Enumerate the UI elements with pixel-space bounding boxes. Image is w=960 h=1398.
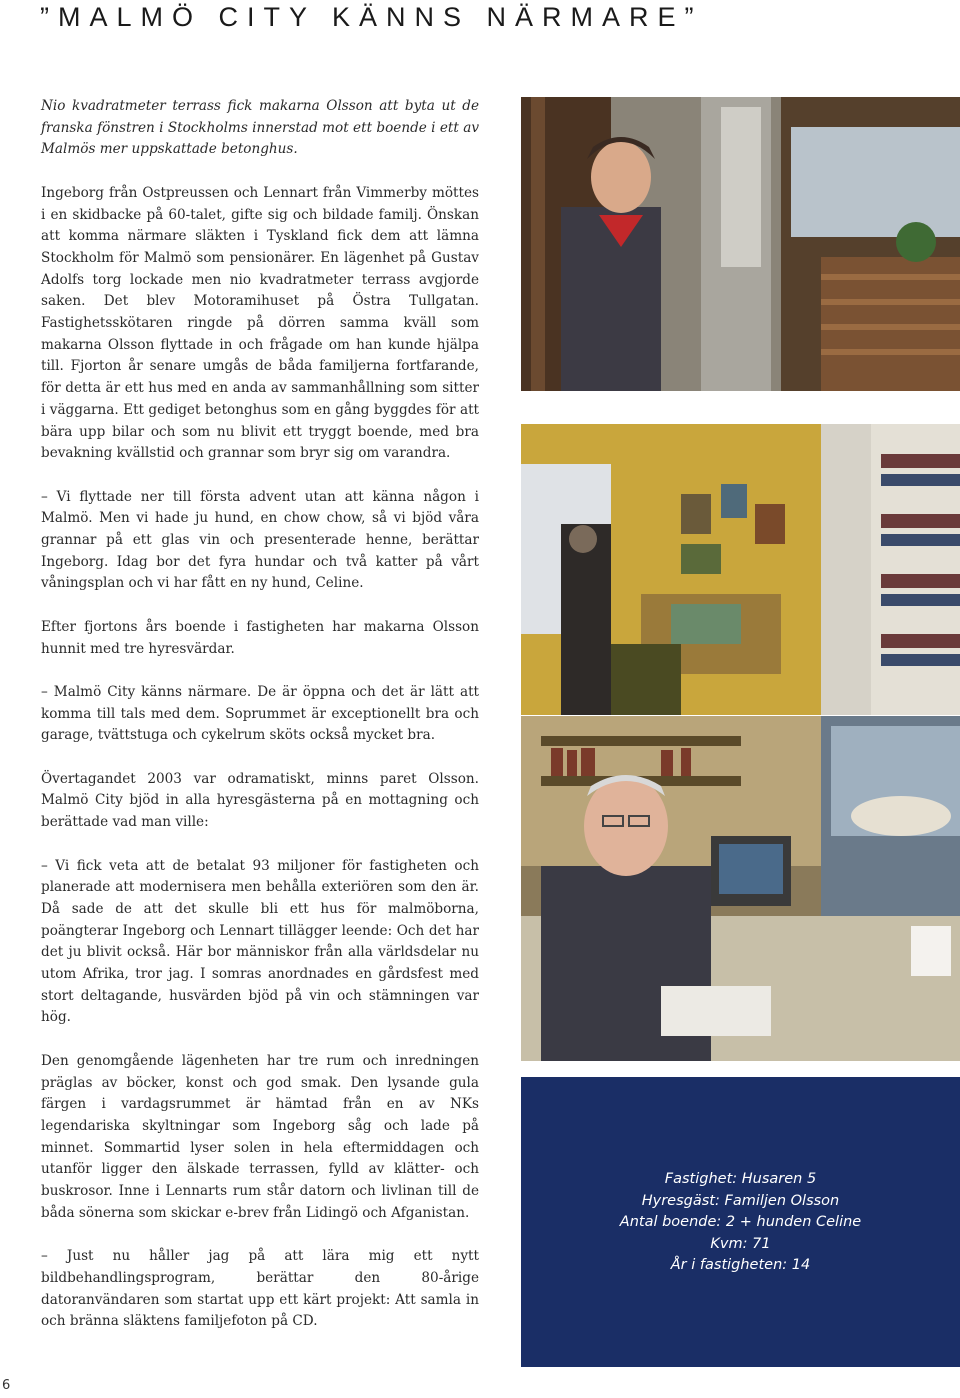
body-paragraph: – Vi flyttade ner till första advent utan att känna någon i Malmö. Men vi hade ju hund, en chow chow, så vi bjöd våra grannar på ett glas vin och presenterade henne, berättar Ingeborg. Idag bor det fyra hundar och två katter på vårt våningsplan och vi har fått en ny hund, Celine. xyxy=(41,488,479,592)
fact-line-years: År i fastigheten: 14 xyxy=(670,1257,811,1274)
body-paragraph: Efter fjortons års boende i fastigheten har makarna Olsson hunnit med tre hyresvärdar. xyxy=(41,618,479,657)
fact-line-residents: Antal boende: 2 + hunden Celine xyxy=(619,1214,862,1231)
fact-box xyxy=(521,1077,960,1367)
article-body xyxy=(41,96,479,1355)
fact-list xyxy=(521,1169,960,1277)
article-title: ”MALMÖ CITY KÄNNS NÄRMARE” xyxy=(40,2,703,32)
photo-living-room xyxy=(521,424,960,715)
body-paragraph: – Malmö City känns närmare. De är öppna och det är lätt att komma till tals med dem. Soprummet är exceptionellt bra och garage, tvättstuga och cykelrum sköts också mycket bra. xyxy=(41,683,479,744)
fact-line-tenant: Hyresgäst: Familjen Olsson xyxy=(641,1192,840,1209)
body-paragraph: – Vi fick veta att de betalat 93 miljoner för fastigheten och planerade att modernisera men behålla exteriören som den är. Då sade de att det skulle bli ett hus för malmöborna, poängterar Ingeborg och Lennart tillägger leende: Och det har det ju blivit också. Här bor människor från alla världsdelar nu utom Afrika, tror jag. I somras anordnades en gårdsfest med stort deltagande, husvärden bjöd på vin och stämningen var hög. xyxy=(41,857,479,1026)
photo-living-room-image xyxy=(521,424,960,715)
photo-terrace xyxy=(521,97,960,391)
photo-terrace-image xyxy=(521,97,960,391)
page-number: 6 xyxy=(2,1378,11,1393)
fact-line-area: Kvm: 71 xyxy=(710,1235,771,1252)
body-paragraph: Övertagandet 2003 var odramatiskt, minns paret Olsson. Malmö City bjöd in alla hyresgästerna på en mottagning och berättade vad man ville: xyxy=(41,770,479,831)
lead-paragraph: Nio kvadratmeter terrass fick makarna Olsson att byta ut de franska fönstren i Stockholms innerstad mot ett boende i ett av Malmös mer uppskattade betonghus. xyxy=(41,98,479,158)
body-paragraph: Ingeborg från Ostpreussen och Lennart från Vimmerby möttes i en skidbacke på 60-talet, gifte sig och bildade familj. Önskan att komma närmare släkten i Tyskland fick dem att lämna Stockholm för Malmö som pensionärer. En lägenhet på Gustav Adolfs torg lockade men nio kvadratmeter terrass avgjorde saken. Det blev Motoramihuset på Östra Tullgatan. Fastighetsskötaren ringde på dörren samma kväll som makarna Olsson flyttade in och frågade om han kunde hjälpa till. Fjorton år senare umgås de båda familjerna fortfarande, för detta är ett hus med en anda av sammanhållning som sitter i väggarna. Ett gediget betonghus som en gång byggdes för att bära upp bilar och som nu blivit ett tryggt boende, med bra bevakning kvällstid och grannar som bryr sig om varandra. xyxy=(41,184,479,462)
body-paragraph: Den genomgående lägenheten har tre rum och inredningen präglas av böcker, konst och god smak. Den lysande gula färgen i vardagsrummet är hämtad från en av NKs legendariska skyltningar som Ingeborg såg och lade på minnet. Sommartid lyser solen in hela eftermiddagen och utanför ligger den älskade terrassen, fylld av klätter- och buskrosor. Inne i Lennarts rum står datorn och livlinan till de båda sönerna som skickar e-brev från Lidingö och Afganistan. xyxy=(41,1052,479,1221)
fact-line-property: Fastighet: Husaren 5 xyxy=(664,1171,817,1187)
photo-office-image xyxy=(521,716,960,1061)
photo-office xyxy=(521,716,960,1061)
body-paragraph: – Just nu håller jag på att lära mig ett nytt bildbehandlingsprogram, berättar den 80-årige datoranvändaren som startat upp ett kärt projekt: Att samla in och bränna släktens familjefoton på CD. xyxy=(41,1248,479,1330)
